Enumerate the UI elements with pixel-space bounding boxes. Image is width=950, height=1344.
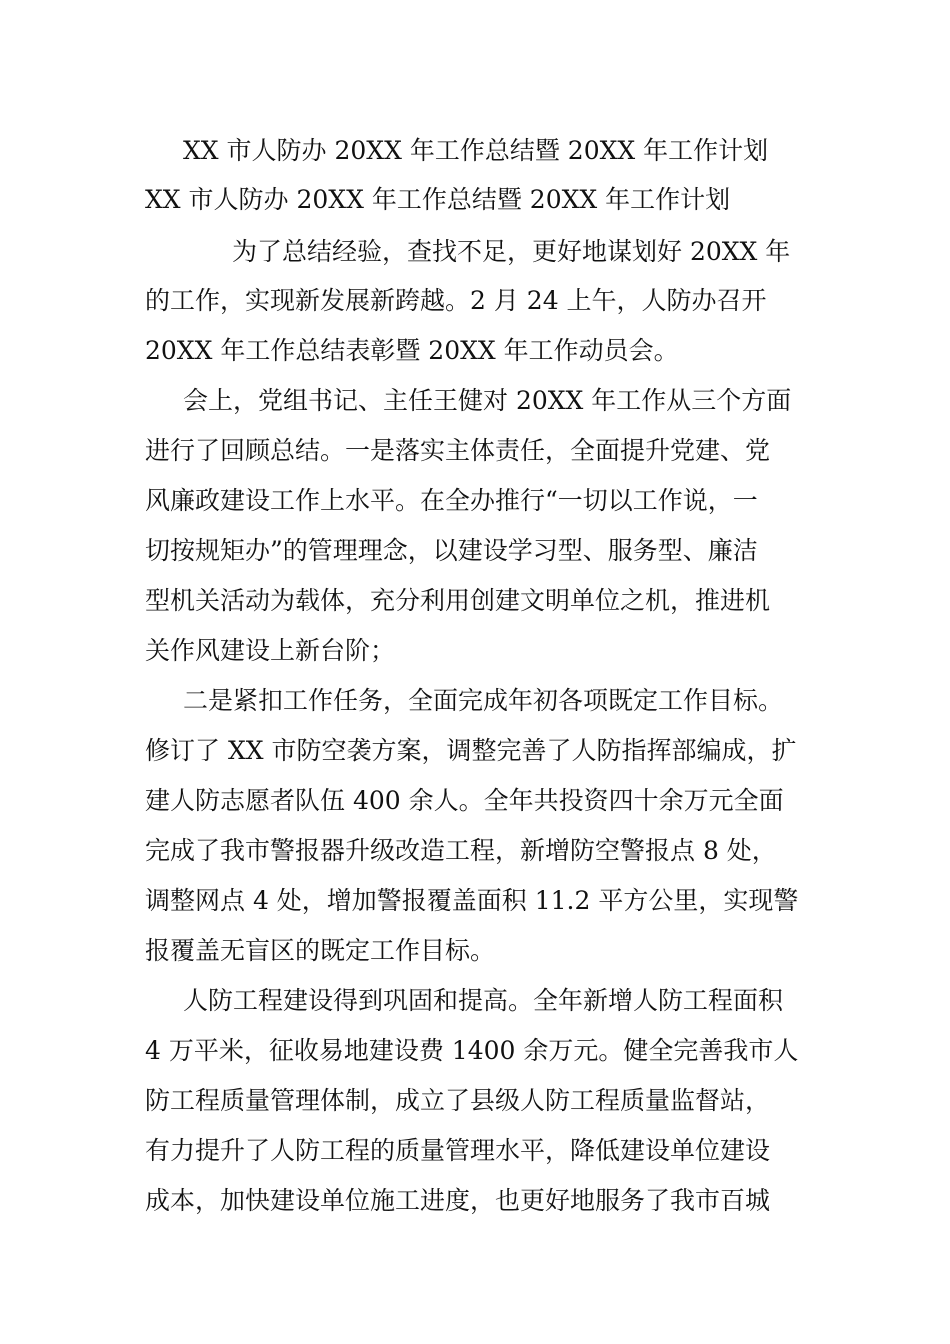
body-line: 有力提升了人防工程的质量管理水平，降低建设单位建设 [145, 1136, 771, 1165]
body-line: 进行了回顾总结。一是落实主体责任，全面提升党建、党 [145, 436, 771, 465]
document-subtitle: XX 市人防办 20XX 年工作总结暨 20XX 年工作计划 [145, 185, 731, 214]
body-line: 防工程质量管理体制，成立了县级人防工程质量监督站， [145, 1086, 771, 1115]
body-line: 风廉政建设工作上水平。在全办推行“一切以工作说，一 [145, 486, 758, 515]
body-line: 人防工程建设得到巩固和提高。全年新增人防工程面积 [183, 986, 784, 1015]
body-line: 二是紧扣工作任务，全面完成年初各项既定工作目标。 [183, 686, 784, 715]
body-line: 型机关活动为载体，充分利用创建文明单位之机，推进机 [145, 586, 771, 615]
body-line: 切按规矩办”的管理理念，以建设学习型、服务型、廉洁 [145, 536, 758, 565]
body-line: 20XX 年工作总结表彰暨 20XX 年工作动员会。 [145, 336, 679, 365]
body-line: 4 万平米，征收易地建设费 1400 余万元。健全完善我市人 [145, 1036, 799, 1065]
body-line: 会上，党组书记、主任王健对 20XX 年工作从三个方面 [183, 386, 792, 415]
body-line: 完成了我市警报器升级改造工程，新增防空警报点 8 处， [145, 836, 777, 865]
document-title: XX 市人防办 20XX 年工作总结暨 20XX 年工作计划 [183, 136, 769, 165]
body-line: 报覆盖无盲区的既定工作目标。 [145, 936, 496, 965]
body-line: 建人防志愿者队伍 400 余人。全年共投资四十余万元全面 [145, 786, 784, 815]
body-line: 调整网点 4 处，增加警报覆盖面积 11.2 平方公里，实现警 [145, 886, 799, 915]
body-line: 的工作，实现新发展新跨越。2 月 24 上午，人防办召开 [145, 286, 767, 315]
body-line: 成本，加快建设单位施工进度，也更好地服务了我市百城 [145, 1186, 771, 1215]
body-line: 为了总结经验，查找不足，更好地谋划好 20XX 年 [232, 237, 791, 266]
body-line: 修订了 XX 市防空袭方案，调整完善了人防指挥部编成，扩 [145, 736, 797, 765]
body-line: 关作风建设上新台阶； [145, 636, 396, 665]
